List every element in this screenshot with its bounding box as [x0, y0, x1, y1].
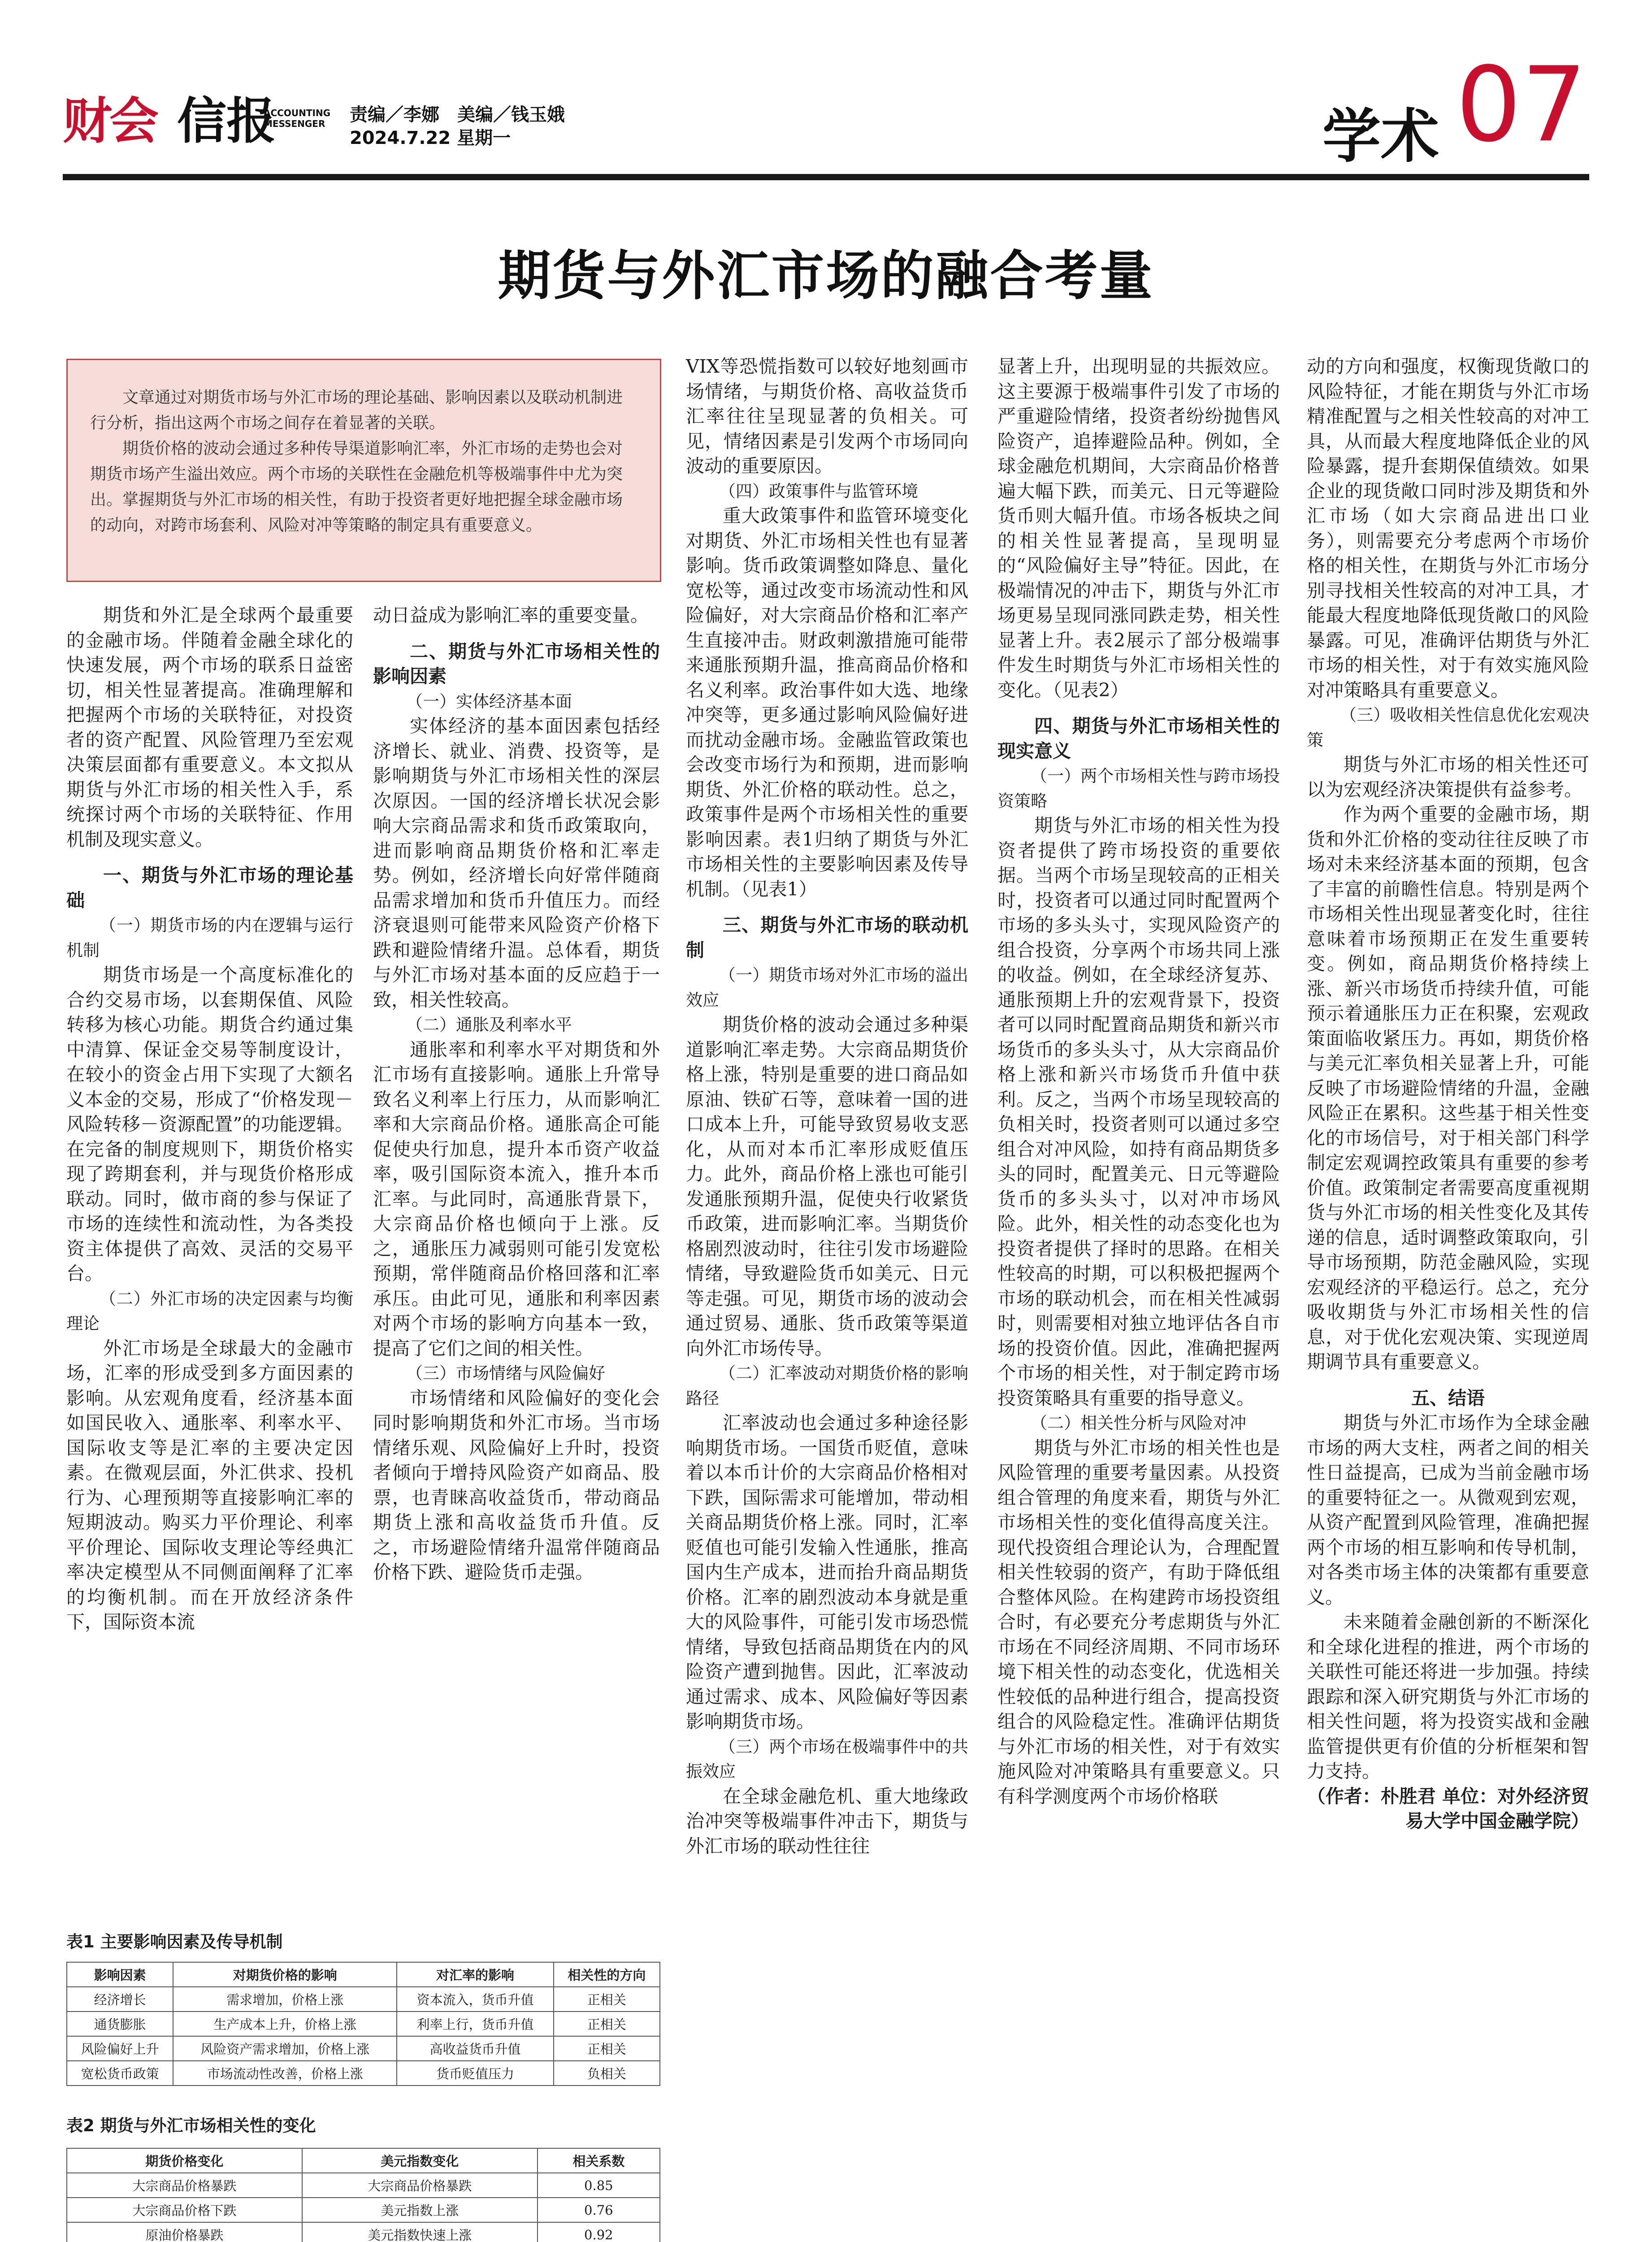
table-1	[66, 1962, 660, 2086]
table-cell: 通货膨胀	[67, 2012, 173, 2036]
sub-heading: （一）实体经济基本面	[406, 691, 572, 711]
table-cell: 资本流入，货币升值	[397, 1987, 553, 2012]
article-title: 期货与外汇市场的融合考量	[498, 245, 1154, 307]
table-cell: 经济增长	[67, 1987, 173, 2012]
table-cell: 美元指数上涨	[302, 2198, 538, 2222]
table-cell: 高收益货币升值	[397, 2036, 553, 2061]
body-para: 期货与外汇市场的相关性还可以为宏观经济决策提供有益参考。	[1307, 754, 1589, 800]
editor-info	[350, 103, 565, 150]
table-cell: 0.85	[538, 2173, 660, 2198]
table-cell: 市场流动性改善，价格上涨	[173, 2061, 397, 2086]
issue-date: 2024.7.22 星期一	[350, 128, 511, 148]
table-header: 对期货价格的影响	[173, 1962, 397, 1987]
table-cell: 正相关	[554, 2036, 660, 2061]
table-cell: 美元指数快速上涨	[302, 2222, 538, 2242]
body-para: 动的方向和强度，权衡现货敞口的风险特征，才能在期货与外汇市场精准配置与之相关性较高的对冲工具，从而最大程度地降低企业的风险暴露，提升套期保值绩效。如果企业的现货敞口同时涉及期货和外汇市场（如大宗商品进出口业务），则需要充分考虑两个市场价格的相关性，在期货与外汇市场分别寻找相关性较高的对冲工具，才能最大程度地降低现货敞口的风险暴露。可见，准确评估期货与外汇市场的相关性，对于有效实施风险对冲策略具有重要意义。	[1307, 356, 1589, 701]
section-heading: 五、结语	[1411, 1387, 1485, 1409]
sub-heading: （二）外汇市场的决定因素与均衡理论	[66, 1289, 353, 1333]
table-row	[67, 2012, 660, 2036]
sub-heading: （一）期货市场对外汇市场的溢出效应	[686, 965, 968, 1010]
body-para: 期货与外汇市场的相关性为投资者提供了跨市场投资的重要依据。当两个市场呈现较高的正相关时，投资者可以通过同时配置两个市场的多头头寸，实现风险资产的组合投资，分享两个市场共同上涨的收益。例如，在全球经济复苏、通胀预期上升的宏观背景下，投资者可以同时配置商品期货和新兴市场货币的多头头寸，从大宗商品价格上涨和新兴市场货币升值中获利。反之，当两个市场呈现较高的负相关时，投资者则可以通过多空组合对冲风险，如持有商品期货多头的同时，配置美元、日元等避险货币的多头头寸，以对冲市场风险。此外，相关性的动态变化也为投资者提供了择时的思路。在相关性较高的时期，可以积极把握两个市场的联动机会，而在相关性减弱时，则需要相对独立地评估各自市场的投资价值。因此，准确把握两个市场的相关性，对于制定跨市场投资策略具有重要的指导意义。	[997, 815, 1280, 1409]
table-row	[67, 2061, 660, 2086]
table-row	[67, 2222, 660, 2242]
logo-en-line2: MESSENGER	[264, 118, 325, 129]
table-header: 影响因素	[67, 1962, 173, 1987]
editors: 责编／李娜 美编／钱玉娥	[350, 104, 565, 125]
masthead	[63, 45, 1587, 170]
table-cell: 大宗商品价格暴跌	[67, 2173, 302, 2198]
table-cell: 宽松货币政策	[67, 2061, 173, 2086]
body-para: 作为两个重要的金融市场，期货和外汇价格的变动往往反映了市场对未来经济基本面的预期，包含了丰富的前瞻性信息。特别是两个市场相关性出现显著变化时，往往意味着市场预期正在发生重要转变。例如，商品期货价格持续上涨、新兴市场货币持续升值，可能预示着通胀压力正在积聚，宏观政策面临收紧压力。再如，期货价格与美元汇率负相关显著上升，可能反映了市场避险情绪的升温，金融风险正在累积。这些基于相关性变化的市场信号，对于相关部门科学制定宏观调控政策具有重要的参考价值。政策制定者需要高度重视期货与外汇市场的相关性变化及其传递的信息，适时调整政策取向，引导市场预期，防范金融风险，实现宏观经济的平稳运行。总之，充分吸收期货与外汇市场相关性的信息，对于优化宏观决策、实现逆周期调节具有重要意义。	[1307, 804, 1589, 1373]
table-row	[67, 1987, 660, 2012]
table-header: 对汇率的影响	[397, 1962, 553, 1987]
body-para: 重大政策事件和监管环境变化对期货、外汇市场相关性也有显著影响。货币政策调整如降息、量化宽松等，通过改变市场流动性和风险偏好，对大宗商品价格和汇率产生直接冲击。财政刺激措施可能带来通胀预期升温，推高商品价格和名义利率。政治事件如大选、地缘冲突等，更多通过影响风险偏好进而扰动金融市场。金融监管政策也会改变市场行为和预期，进而影响期货、外汇价格的联动性。总之，政策事件是两个市场相关性的重要影响因素。表1归纳了期货与外汇市场相关性的主要影响因素及传导机制。（见表1）	[686, 505, 968, 900]
logo-en-line1: ACCOUNTING	[264, 108, 331, 118]
body-para: VIX等恐慌指数可以较好地刻画市场情绪，与期货价格、高收益货币汇率往往呈现显著的负相关。可见，情绪因素是引发两个市场同向波动的重要原因。	[686, 356, 968, 477]
section-name: 学术	[1322, 102, 1439, 170]
table2-title: 表2 期货与外汇市场相关性的变化	[66, 2116, 316, 2135]
column-2	[373, 603, 660, 1585]
table-row	[67, 2198, 660, 2222]
table-cell: 0.92	[538, 2222, 660, 2242]
table-cell: 正相关	[554, 2012, 660, 2036]
sub-heading: （三）市场情绪与风险偏好	[406, 1364, 605, 1383]
body-para: 市场情绪和风险偏好的变化会同时影响期货和外汇市场。当市场情绪乐观、风险偏好上升时，投资者倾向于增持风险资产如商品、股票，也青睐高收益货币，带动商品期货上涨和高收益货币升值。反之，市场避险情绪升温常伴随商品价格下跌、避险货币走强。	[373, 1387, 660, 1583]
body-para: 未来随着金融创新的不断深化和全球化进程的推进，两个市场的关联性可能还将进一步加强。持续跟踪和深入研究期货与外汇市场的相关性问题，将为投资实战和金融监管提供更有价值的分析框架和智力支持。	[1307, 1611, 1589, 1782]
body-para: 期货与外汇市场作为全球金融市场的两大支柱，两者之间的相关性日益提高，已成为当前金融市场的重要特征之一。从微观到宏观，从资产配置到风险管理，准确把握两个市场的相互影响和传导机制，对各类市场主体的决策都有重要意义。	[1307, 1412, 1589, 1608]
table-cell: 货币贬值压力	[397, 2061, 553, 2086]
column-3	[686, 354, 968, 1859]
body-para: 通胀率和利率水平对期货和外汇市场有直接影响。通胀上升常导致名义利率上行压力，从而影响汇率和大宗商品价格。通胀高企可能促使央行加息，提升本币资产收益率，吸引国际资本流入，推升本币汇率。与此同时，高通胀背景下，大宗商品价格也倾向于上涨。反之，通胀压力减弱则可能引发宽松预期，常伴随商品价格回落和汇率承压。由此可见，通胀和利率因素对两个市场的影响方向基本一致，提高了它们之间的相关性。	[373, 1038, 660, 1359]
table-cell: 原油价格暴跌	[67, 2222, 302, 2242]
abstract-para: 期货价格的波动会通过多种传导渠道影响汇率，外汇市场的走势也会对期货市场产生溢出效应。两个市场的关联性在金融危机等极端事件中尤为突出。掌握期货与外汇市场的相关性，有助于投资者更好地把握全球金融市场的动向，对跨市场套利、风险对冲等策略的制定具有重要意义。	[90, 439, 623, 534]
table-cell: 风险偏好上升	[67, 2036, 173, 2061]
table-cell: 生产成本上升，价格上涨	[173, 2012, 397, 2036]
author-signature: （作者：朴胜君 单位：对外经济贸易大学中国金融学院）	[1307, 1785, 1589, 1832]
section-heading: 一、期货与外汇市场的理论基础	[66, 865, 353, 911]
table-cell: 需求增加，价格上涨	[173, 1987, 397, 2012]
body-para: 在全球金融危机、重大地缘政治冲突等极端事件冲击下，期货与外汇市场的联动性往往	[686, 1785, 968, 1857]
sub-heading: （一）两个市场相关性与跨市场投资策略	[997, 766, 1280, 811]
sub-heading: （三）两个市场在极端事件中的共振效应	[686, 1737, 968, 1781]
body-para: 期货市场是一个高度标准化的合约交易市场，以套期保值、风险转移为核心功能。期货合约通过集中清算、保证金交易等制度设计，在较小的资金占用下实现了大额名义本金的交易，形成了“价格发现－风险转移－资源配置”的功能逻辑。在完备的制度规则下，期货价格实现了跨期套利，并与现货价格形成联动。同时，做市商的参与保证了市场的连续性和流动性，为各类投资主体提供了高效、灵活的交易平台。	[66, 964, 353, 1284]
page-number: 07	[1456, 45, 1587, 165]
sub-heading: （二）相关性分析与风险对冲	[1031, 1413, 1246, 1433]
sub-heading: （二）汇率波动对期货价格的影响路径	[686, 1364, 968, 1408]
logo-english	[264, 108, 330, 129]
column-4	[997, 354, 1280, 1809]
column-1	[66, 603, 353, 1635]
table-header: 相关系数	[538, 2148, 660, 2173]
body-para: 汇率波动也会通过多种途径影响期货市场。一国货币贬值，意味着以本币计价的大宗商品价格相对下跌，国际需求可能增加，带动相关商品期货价格上涨。同时，汇率贬值也可能引发输入性通胀，推高国内生产成本，进而抬升商品期货价格。汇率的剧烈波动本身就是重大的风险事件，可能引发市场恐慌情绪，导致包括商品期货在内的风险资产遭到抛售。因此，汇率波动通过需求、成本、风险偏好等因素影响期货市场。	[686, 1412, 968, 1732]
table-cell: 正相关	[554, 1987, 660, 2012]
table-header-row	[67, 1962, 660, 1987]
table-row	[67, 2173, 660, 2198]
abstract-para: 文章通过对期货市场与外汇市场的理论基础、影响因素以及联动机制进行分析，指出这两个市场之间存在着显著的关联。	[90, 388, 623, 432]
body-para: 期货和外汇是全球两个最重要的金融市场。伴随着金融全球化的快速发展，两个市场的联系日益密切，相关性显著提高。准确理解和把握两个市场的关联特征，对投资者的资产配置、风险管理乃至宏观决策层面都有重要意义。本文拟从期货与外汇市场的相关性入手，系统探讨两个市场的关联特征、作用机制及现实意义。	[66, 604, 353, 850]
sub-heading: （四）政策事件与监管环境	[719, 481, 918, 501]
table-row	[67, 2036, 660, 2061]
body-para: 实体经济的基本面因素包括经济增长、就业、消费、投资等，是影响期货与外汇市场相关性的深层次原因。一国的经济增长状况会影响大宗商品需求和货币政策取向，进而影响商品期货价格和汇率走势。例如，经济增长向好常伴随商品需求增加和货币升值压力。而经济衰退则可能带来风险资产价格下跌和避险情绪升温。总体看，期货与外汇市场对基本面的反应趋于一致，相关性较高。	[373, 715, 660, 1011]
body-para: 期货价格的波动会通过多种渠道影响汇率走势。大宗商品期货价格上涨，特别是重要的进口商品如原油、铁矿石等，意味着一国的进口成本上升，可能导致贸易收支恶化，从而对本币汇率形成贬值压力。此外，商品价格上涨也可能引发通胀预期升温，促使央行收紧货币政策，进而影响汇率。当期货价格剧烈波动时，往往引发市场避险情绪，导致避险货币如美元、日元等走强。可见，期货市场的波动会通过贸易、通胀、货币政策等渠道向外汇市场传导。	[686, 1014, 968, 1359]
table-cell: 大宗商品价格下跌	[67, 2198, 302, 2222]
body-para: 期货与外汇市场的相关性也是风险管理的重要考量因素。从投资组合管理的角度来看，期货与外汇市场相关性的变化值得高度关注。现代投资组合理论认为，合理配置相关性较弱的资产，有助于降低组合整体风险。在构建跨市场投资组合时，有必要充分考虑期货与外汇市场在不同经济周期、不同市场环境下相关性的动态变化，优选相关性较低的品种进行组合，提高投资组合的风险稳定性。准确评估期货与外汇市场的相关性，对于有效实施风险对冲策略具有重要意义。只有科学测度两个市场价格联	[997, 1437, 1280, 1807]
column-5	[1307, 354, 1589, 1834]
sub-heading: （三）吸收相关性信息优化宏观决策	[1307, 705, 1589, 750]
section-heading: 二、期货与外汇市场相关性的影响因素	[373, 640, 660, 687]
table-header: 美元指数变化	[302, 2148, 538, 2173]
table-header: 相关性的方向	[554, 1962, 660, 1987]
table-cell: 负相关	[554, 2061, 660, 2086]
sub-heading: （一）期货市场的内在逻辑与运行机制	[66, 916, 353, 960]
table-cell: 0.76	[538, 2198, 660, 2222]
table-cell: 风险资产需求增加，价格上涨	[173, 2036, 397, 2061]
section-heading: 四、期货与外汇市场相关性的现实意义	[997, 715, 1280, 762]
table1-title: 表1 主要影响因素及传导机制	[66, 1932, 283, 1951]
sub-heading: （二）通胀及利率水平	[406, 1015, 572, 1034]
abstract-box	[66, 359, 661, 582]
table-header: 期货价格变化	[67, 2148, 302, 2173]
table-2	[66, 2148, 660, 2242]
body-para: 显著上升，出现明显的共振效应。这主要源于极端事件引发了市场的严重避险情绪，投资者纷纷抛售风险资产，追捧避险品种。例如，全球金融危机期间，大宗商品价格普遍大幅下跌，而美元、日元等避险货币则大幅升值。市场各板块之间的相关性显著提高，呈现明显的“风险偏好主导”特征。因此，在极端情况的冲击下，期货与外汇市场更易呈现同涨同跌走势，相关性显著上升。表2展示了部分极端事件发生时期货与外汇市场相关性的变化。（见表2）	[997, 356, 1280, 701]
section-heading: 三、期货与外汇市场的联动机制	[686, 914, 968, 961]
body-para: 外汇市场是全球最大的金融市场，汇率的形成受到多方面因素的影响。从宏观角度看，经济基本面如国民收入、通胀率、利率水平、国际收支等是汇率的主要决定因素。在微观层面，外汇供求、投机行为、心理预期等直接影响汇率的短期波动。购买力平价理论、利率平价理论、国际收支理论等经典汇率决定模型从不同侧面阐释了汇率的均衡机制。而在开放经济条件下，国际资本流	[66, 1337, 353, 1633]
logo-text: 信报	[177, 92, 276, 150]
body-para: 动日益成为影响汇率的重要变量。	[373, 604, 649, 626]
header-rule	[63, 174, 1589, 180]
logo-red-text: 财会	[63, 92, 156, 150]
table-cell: 利率上行，货币升值	[397, 2012, 553, 2036]
table-header-row	[67, 2148, 660, 2173]
table-cell: 大宗商品价格暴跌	[302, 2173, 538, 2198]
